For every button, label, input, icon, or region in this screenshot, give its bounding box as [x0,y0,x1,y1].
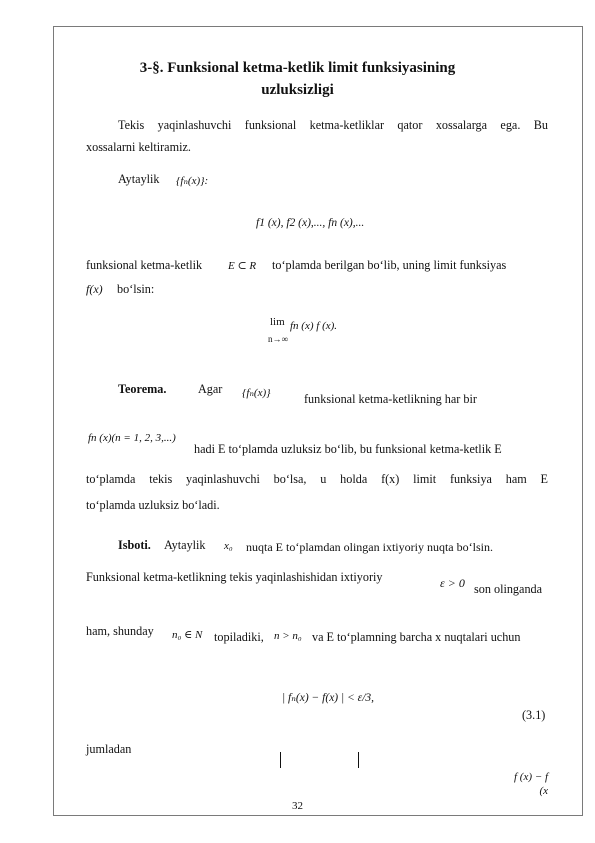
x0-symbol: x₀ [224,540,233,552]
page-number: 32 [292,800,303,812]
defn-text-b: to‘plamda berilgan bo‘lib, uning limit funksiyas [272,258,507,272]
proof-line3-a: ham, shunday [86,624,154,638]
aytaylik-word: Aytaylik [118,172,160,186]
theorem-line3: to‘plamda tekis yaqinlashuvchi bo‘lsa, u holda f(x) limit funksiya ham E [86,472,548,486]
proof-line2-b: son olinganda [474,582,543,596]
abs-bar-right [358,752,359,768]
proof-line3-c: va E to‘plamning barcha x nuqtalari uchun [312,630,521,644]
equation-number: (3.1) [522,708,546,722]
n-condition: n > n₀ [274,630,302,642]
limit-expr: fn (x) f (x). [290,320,338,332]
theorem-fn-cond: fn (x)(n = 1, 2, 3,...) [88,432,176,444]
fx-formula: f(x) [86,282,103,296]
proof-aytaylik: Aytaylik [164,538,206,552]
proof-line1: nuqta E to‘plamdan olingan ixtiyoriy nuqta bo‘lsin. [246,540,493,554]
set-formula: E ⊂ R [228,260,257,272]
section-title-line1: 3-§. Funksional ketma-ketlik limit funksiyasining [139,60,456,76]
abs-bar-left [280,752,281,768]
intro-line2: xossalarni keltiramiz. [86,140,191,154]
theorem-line1: funksional ketma-ketlikning har bir [304,392,477,406]
theorem-label: Teorema. [118,382,167,396]
defn-text-a: funksional ketma-ketlik [86,258,203,272]
theorem-line2: hadi E to‘plamda uzluksiz bo‘lib, bu funksional ketma-ketlik E [194,442,502,456]
proof-line3-b: topiladiki, [214,630,264,644]
theorem-seq: {fₙ(x)} [242,387,271,399]
proof-label: Isboti. [118,538,151,552]
intro-line1: Tekis yaqinlashuvchi funksional ketma-ketliklar qator xossalarga ega. Bu [118,118,548,132]
jumladan-tail: f (x) − f (x [514,771,548,797]
lim-word: lim [270,316,285,328]
jumladan-word: jumladan [86,742,132,756]
theorem-agar: Agar [198,382,223,396]
sequence-set-formula: {fₙ(x)}: [176,175,209,187]
inequality-formula: | fₙ(x) − f(x) | < ε/3, [282,692,375,704]
n0-condition: n₀ ∈ N [172,629,203,641]
limit-sub: n→∞ [268,334,288,344]
proof-line2: Funksional ketma-ketlikning tekis yaqinlashishidan ixtiyoriy [86,570,383,584]
defn-text-c: bo‘lsin: [117,282,155,296]
section-title-line2: uzluksizligi [261,82,334,98]
sequence-formula: f1 (x), f2 (x),..., fn (x),... [256,217,365,229]
theorem-line4: to‘plamda uzluksiz bo‘ladi. [86,498,220,512]
eps-condition: ε > 0 [440,576,465,590]
